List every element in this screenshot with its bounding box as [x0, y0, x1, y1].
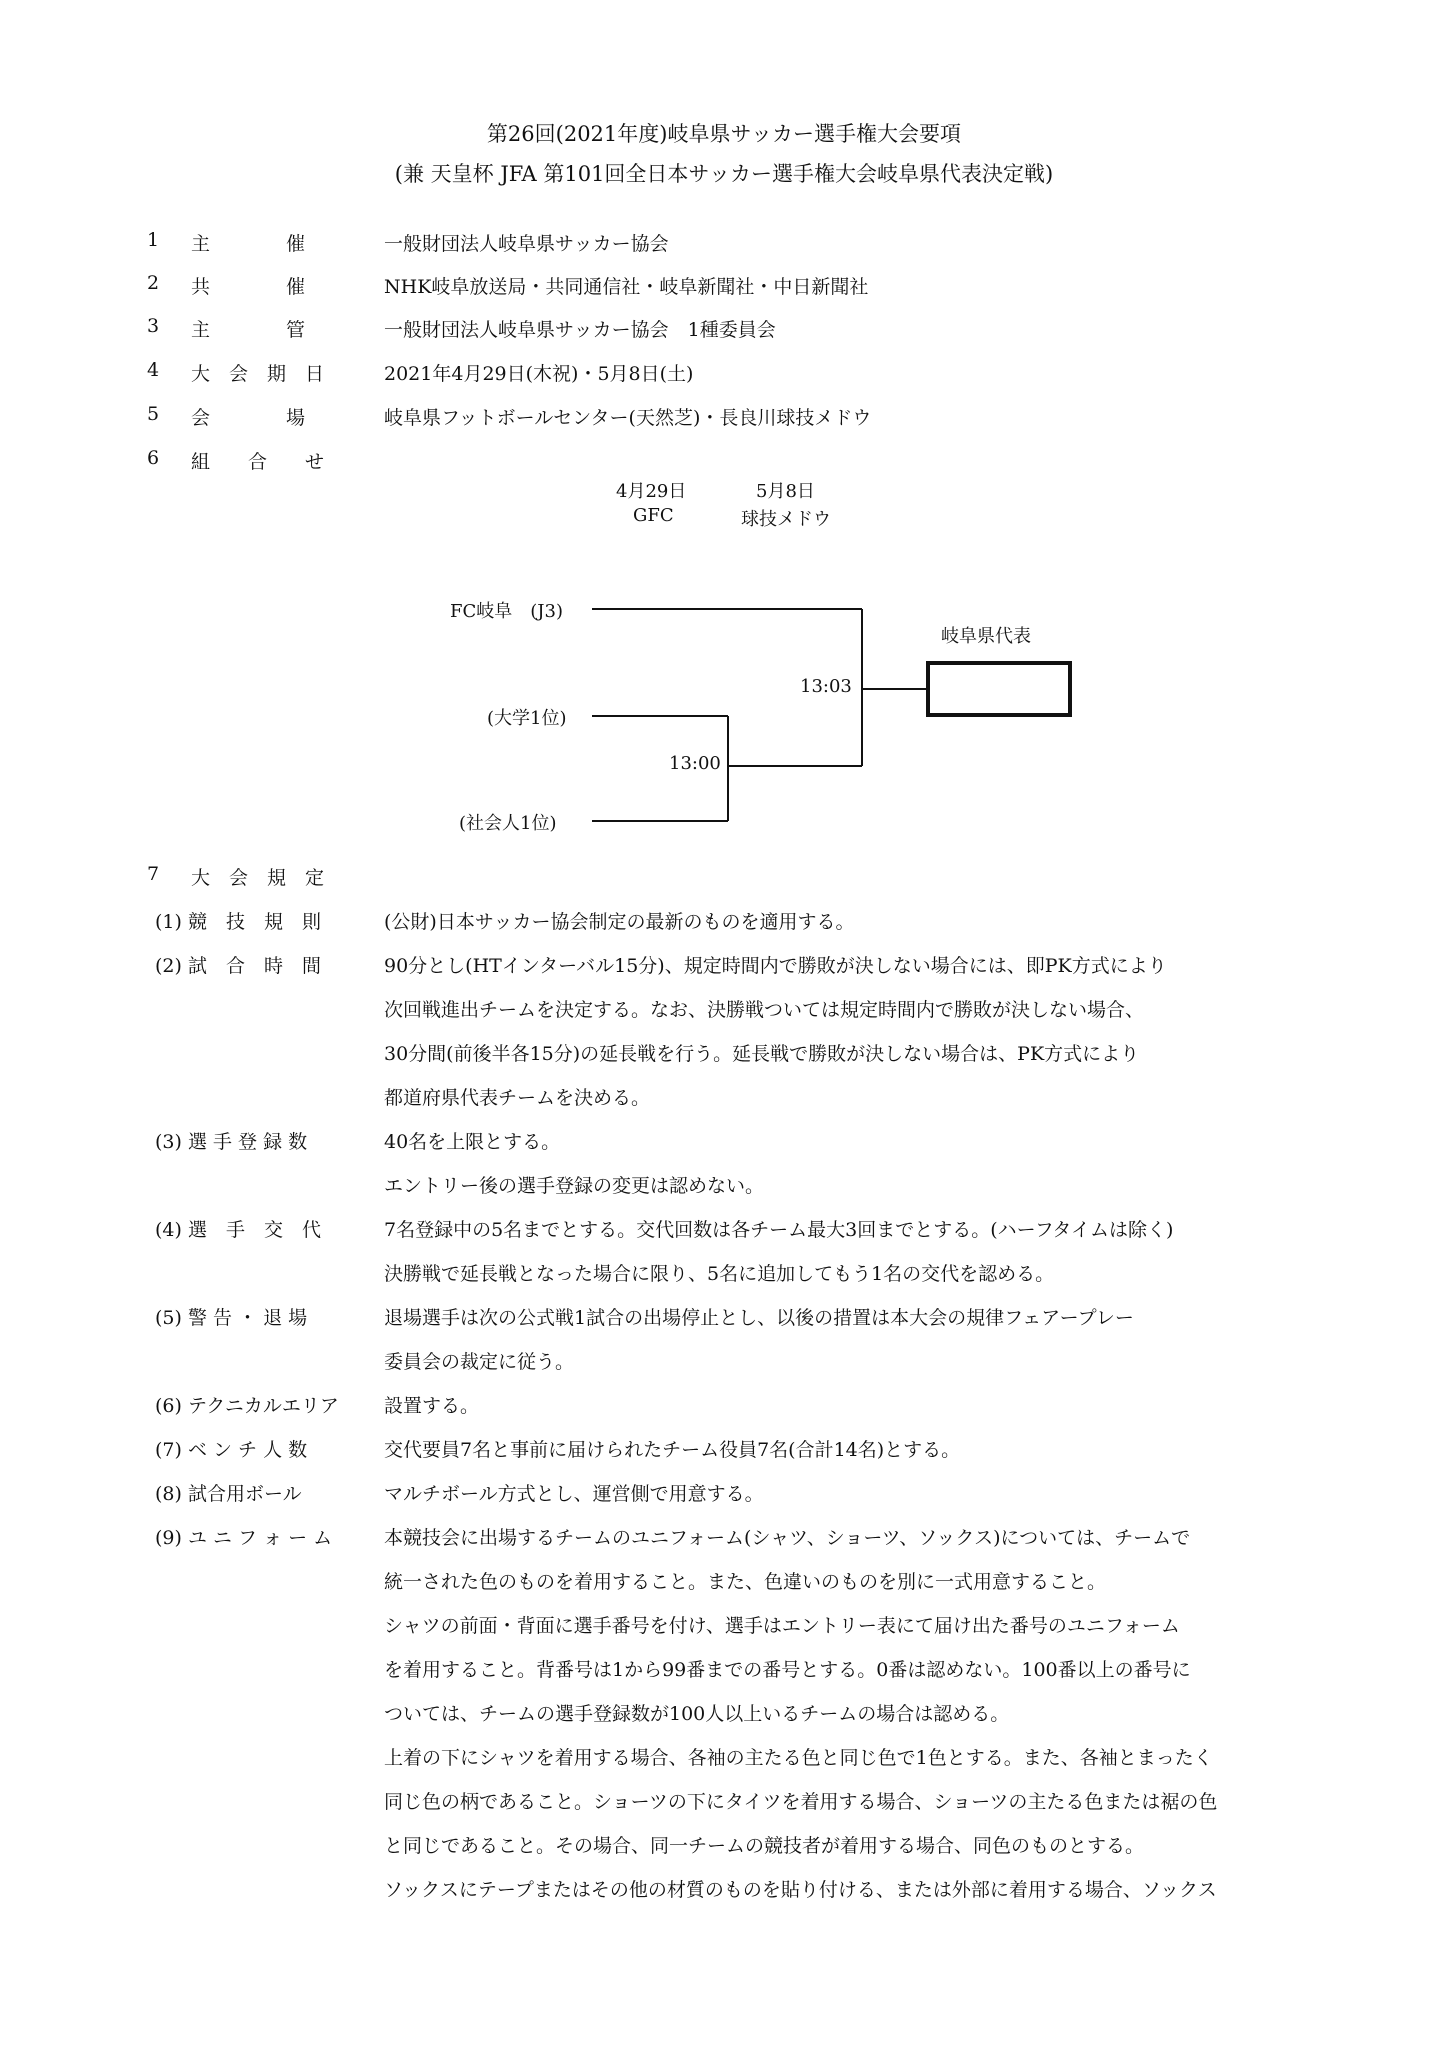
rule-line: ソックスにテープまたはその他の材質のものを貼り付ける、または外部に着用する場合、ソックス — [384, 1879, 1217, 1901]
page-subtitle: (兼 天皇杯 JFA 第101回全日本サッカー選手権大会岐阜県代表決定戦) — [394, 162, 1054, 186]
final-venue: 球技メドウ — [741, 509, 831, 530]
section-label: 会 場 — [191, 407, 306, 429]
rule-label: (4) 選 手 交 代 — [155, 1219, 321, 1241]
section-number: 6 — [147, 447, 160, 469]
page-title: 第26回(2021年度)岐阜県サッカー選手権大会要項 — [486, 122, 962, 146]
rule-line: 退場選手は次の公式戦1試合の出場停止とし、以後の措置は本大会の規律フェアープレー — [384, 1307, 1134, 1329]
team-seed: FC岐阜 (J3) — [450, 601, 563, 622]
rule-line: 7名登録中の5名までとする。交代回数は各チーム最大3回までとする。(ハーフタイムは除く) — [384, 1219, 1174, 1241]
rule-line: ついては、チームの選手登録数が100人以上いるチームの場合は認める。 — [384, 1703, 1010, 1725]
section-value: 2021年4月29日(木祝)・5月8日(土) — [384, 363, 694, 385]
rule-line: と同じであること。その場合、同一チームの競技者が着用する場合、同色のものとする。 — [384, 1835, 1145, 1857]
rule-line: (公財)日本サッカー協会制定の最新のものを適用する。 — [384, 911, 855, 933]
section-number: 3 — [147, 315, 160, 337]
rule-line: 統一された色のものを着用すること。また、色違いのものを別に一式用意すること。 — [384, 1571, 1107, 1593]
rule-label: (7) ベ ン チ 人 数 — [155, 1439, 308, 1461]
section-value: 一般財団法人岐阜県サッカー協会 — [384, 233, 669, 255]
section-number: 1 — [147, 229, 160, 251]
rule-line: を着用すること。背番号は1から99番までの番号とする。0番は認めない。100番以上の番号に — [384, 1659, 1191, 1681]
section-label: 主 催 — [191, 233, 306, 255]
rule-line: 交代要員7名と事前に届けられたチーム役員7名(合計14名)とする。 — [384, 1439, 961, 1461]
rule-label: (5) 警 告 ・ 退 場 — [155, 1307, 308, 1329]
section-label: 組 合 せ — [191, 451, 325, 473]
rule-label: (6) テクニカルエリア — [155, 1395, 339, 1417]
rule-line: 設置する。 — [384, 1395, 480, 1417]
section-value: 一般財団法人岐阜県サッカー協会 1種委員会 — [384, 319, 776, 341]
rule-line: 40名を上限とする。 — [384, 1131, 561, 1153]
round1-venue: GFC — [633, 505, 674, 526]
rule-line: エントリー後の選手登録の変更は認めない。 — [384, 1175, 765, 1197]
final-date: 5月8日 — [756, 481, 815, 502]
rule-label: (9) ユ ニ フ ォ ー ム — [155, 1527, 333, 1549]
rule-line: シャツの前面・背面に選手番号を付け、選手はエントリー表にて届け出た番号のユニフォーム — [384, 1615, 1180, 1637]
team-univ: (大学1位) — [487, 708, 567, 729]
rule-line: 90分とし(HTインターバル15分)、規定時間内で勝敗が決しない場合には、即PK方式により — [384, 955, 1167, 977]
round1-date: 4月29日 — [616, 481, 687, 502]
rule-label: (8) 試合用ボール — [155, 1483, 302, 1505]
rule-line: マルチボール方式とし、運営側で用意する。 — [384, 1483, 764, 1505]
section-label: 大 会 期 日 — [191, 363, 325, 385]
section-value: NHK岐阜放送局・共同通信社・岐阜新聞社・中日新聞社 — [384, 276, 869, 298]
rule-line: 30分間(前後半各15分)の延長戦を行う。延長戦で勝敗が決しない場合は、PK方式により — [384, 1043, 1140, 1065]
section-value: 岐阜県フットボールセンター(天然芝)・長良川球技メドウ — [384, 407, 872, 429]
time-semi: 13:00 — [669, 753, 721, 774]
time-final: 13:03 — [800, 676, 852, 697]
team-shakai: (社会人1位) — [459, 813, 557, 834]
section-label: 主 管 — [191, 319, 306, 341]
section-number: 5 — [147, 403, 160, 425]
section-label: 共 催 — [191, 276, 306, 298]
section-label: 大 会 規 定 — [191, 867, 325, 889]
winner-box — [928, 663, 1070, 715]
rule-line: 委員会の裁定に従う。 — [384, 1351, 575, 1373]
winner-label: 岐阜県代表 — [941, 626, 1031, 647]
section-number: 2 — [147, 272, 160, 294]
rule-line: 都道府県代表チームを決める。 — [384, 1087, 651, 1109]
section-number: 7 — [147, 863, 160, 885]
rule-line: 同じ色の柄であること。ショーツの下にタイツを着用する場合、ショーツの主たる色または裾の色 — [384, 1791, 1218, 1813]
section-number: 4 — [147, 359, 160, 381]
rule-line: 上着の下にシャツを着用する場合、各袖の主たる色と同じ色で1色とする。また、各袖とまったく — [384, 1747, 1213, 1769]
rule-label: (2) 試 合 時 間 — [155, 955, 321, 977]
rule-line: 本競技会に出場するチームのユニフォーム(シャツ、ショーツ、ソックス)については、チームで — [384, 1527, 1191, 1549]
rule-label: (1) 競 技 規 則 — [155, 911, 321, 933]
rule-line: 次回戦進出チームを決定する。なお、決勝戦ついては規定時間内で勝敗が決しない場合、 — [384, 999, 1145, 1021]
rule-line: 決勝戦で延長戦となった場合に限り、5名に追加してもう1名の交代を認める。 — [384, 1263, 1055, 1285]
rule-label: (3) 選 手 登 録 数 — [155, 1131, 308, 1153]
